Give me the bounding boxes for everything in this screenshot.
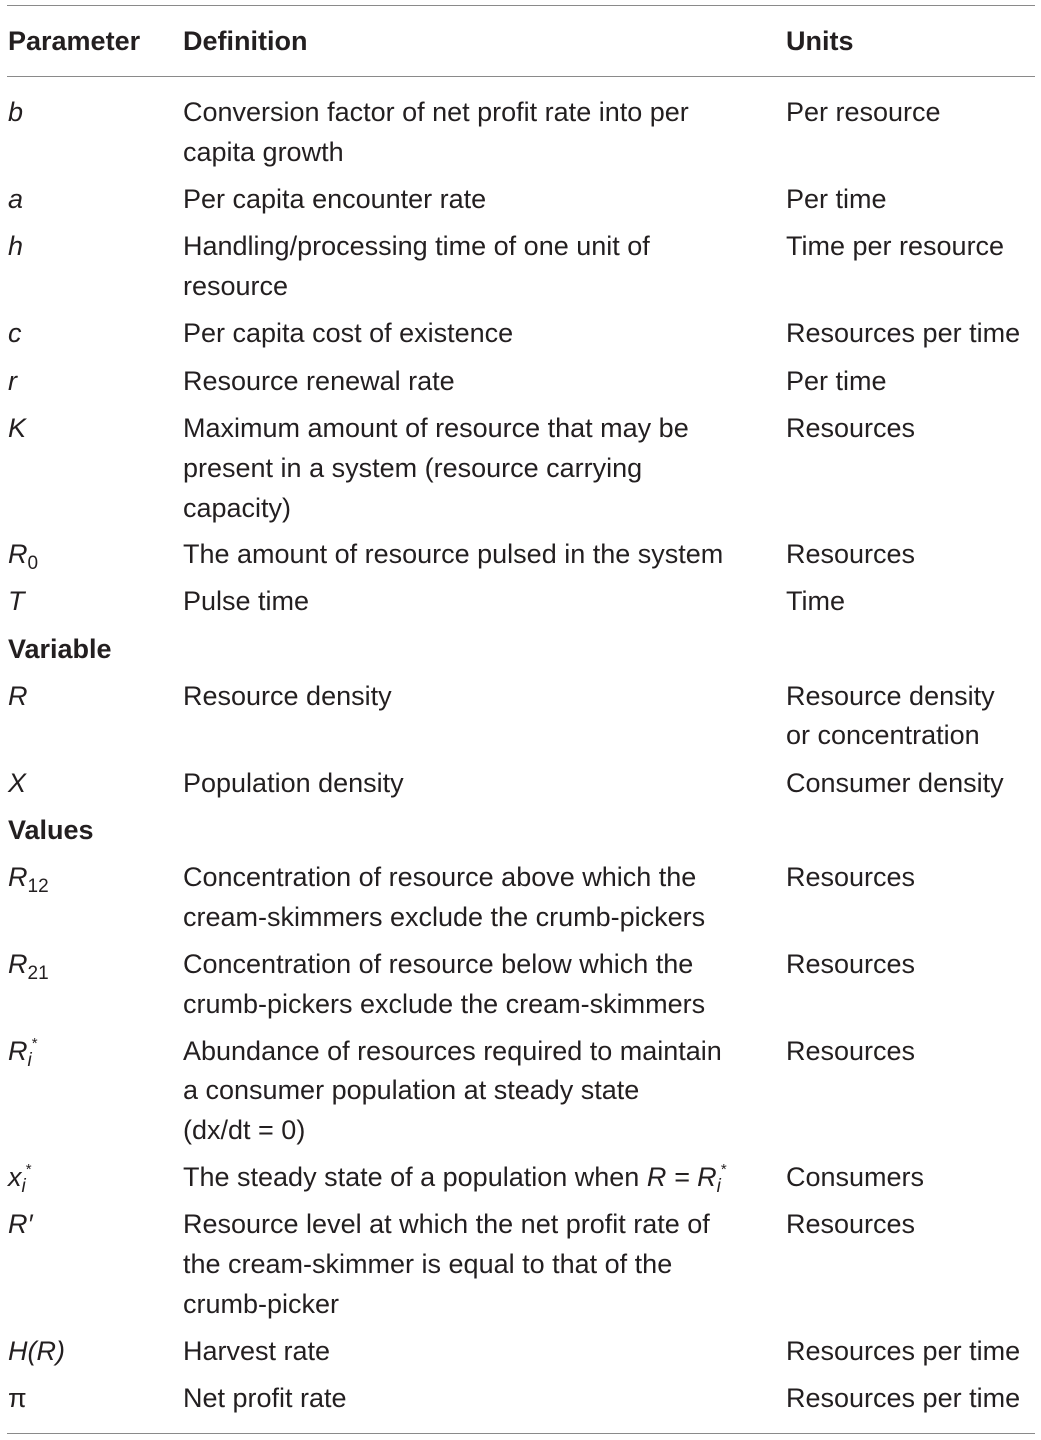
header-units: Units [786,26,854,56]
definition-xi-star-equation-subscript: i [716,1176,721,1197]
definition-R21-line2: crumb-pickers exclude the cream-skimmers [183,989,706,1019]
header-rule [7,76,1035,77]
symbol-R-prime: R′ [8,1209,33,1239]
symbol-R: R [8,681,28,711]
units-R21: Resources [786,949,916,979]
units-h: Time per resource [786,231,1005,261]
symbol-HR: H(R) [8,1336,65,1366]
definition-h-line1: Handling/processing time of one unit of [183,231,650,261]
symbol-Ri-star-superscript: * [31,1035,38,1052]
section-variable: Variable [8,634,112,664]
symbol-h: h [8,231,24,261]
symbol-R0-base: R [8,539,28,569]
symbol-xi-star [8,1157,32,1197]
units-a: Per time [786,184,887,214]
section-values: Values [8,815,94,845]
definition-R21-line1: Concentration of resource below which the [183,949,694,979]
units-c: Resources per time [786,318,1021,348]
definition-Ri-star-line2: a consumer population at steady state [183,1075,640,1105]
symbol-R0 [8,534,38,574]
symbol-R0-subscript: 0 [27,553,39,574]
units-r: Per time [786,366,887,396]
definition-b-line1: Conversion factor of net profit rate into per [183,97,689,127]
header-parameter: Parameter [8,26,141,56]
definition-R0: The amount of resource pulsed in the system [183,539,724,569]
definition-R-prime-line2: the cream-skimmer is equal to that of the [183,1249,673,1279]
symbol-xi-star-superscript: * [25,1161,32,1178]
symbol-K: K [8,413,27,443]
units-b: Per resource [786,97,941,127]
definition-xi-star-equation: R = R [646,1162,717,1192]
definition-K-line1: Maximum amount of resource that may be [183,413,689,443]
definition-R-prime-line3: crumb-picker [183,1289,340,1319]
symbol-r: r [8,366,17,396]
definition-c: Per capita cost of existence [183,318,514,348]
symbol-Ri-star-subscript: i [27,1050,32,1071]
symbol-a: a [8,184,24,214]
units-xi-star: Consumers [786,1162,925,1192]
symbol-b: b [8,97,24,127]
symbol-xi-star-base: x [8,1162,22,1192]
symbol-R12-subscript: 12 [27,876,49,897]
units-R-line2: or concentration [786,720,980,750]
definition-h-line2: resource [183,271,289,301]
definition-R12-line2: cream-skimmers exclude the crumb-pickers [183,902,706,932]
units-R-prime: Resources [786,1209,916,1239]
definition-R-prime-line1: Resource level at which the net profit rate of [183,1209,710,1239]
definition-xi-star [183,1157,763,1197]
symbol-R21-base: R [8,949,28,979]
definition-a: Per capita encounter rate [183,184,487,214]
symbol-pi: π [8,1383,27,1413]
units-R-line1: Resource density [786,681,995,711]
definition-pi: Net profit rate [183,1383,347,1413]
definition-R: Resource density [183,681,392,711]
definition-Ri-star-line1: Abundance of resources required to maintain [183,1036,722,1066]
table-top-rule [7,5,1035,6]
symbol-R21-subscript: 21 [27,963,49,984]
definition-X: Population density [183,768,404,798]
definition-K-line3: capacity) [183,493,292,523]
units-pi: Resources per time [786,1383,1021,1413]
symbol-R12 [8,857,49,897]
units-R0: Resources [786,539,916,569]
definition-T: Pulse time [183,586,310,616]
symbol-X: X [8,768,27,798]
symbol-R21 [8,944,49,984]
symbol-Ri-star [8,1031,38,1071]
symbol-xi-star-subscript: i [21,1176,26,1197]
units-X: Consumer density [786,768,1004,798]
definition-R12-line1: Concentration of resource above which the [183,862,697,892]
symbol-c: c [8,318,22,348]
symbol-R12-base: R [8,862,28,892]
header-definition: Definition [183,26,308,56]
table-bottom-rule [7,1433,1035,1434]
definition-r: Resource renewal rate [183,366,455,396]
definition-b-line2: capita growth [183,137,344,167]
definition-HR: Harvest rate [183,1336,331,1366]
definition-xi-star-text: The steady state of a population when [183,1162,647,1192]
definition-K-line2: present in a system (resource carrying [183,453,643,483]
units-K: Resources [786,413,916,443]
definition-xi-star-equation-superscript: * [720,1161,727,1178]
symbol-Ri-star-base: R [8,1036,28,1066]
definition-Ri-star-line3: (dx/dt = 0) [183,1115,306,1145]
symbol-T: T [8,586,25,616]
units-T: Time [786,586,845,616]
units-R12: Resources [786,862,916,892]
units-Ri-star: Resources [786,1036,916,1066]
units-HR: Resources per time [786,1336,1021,1366]
